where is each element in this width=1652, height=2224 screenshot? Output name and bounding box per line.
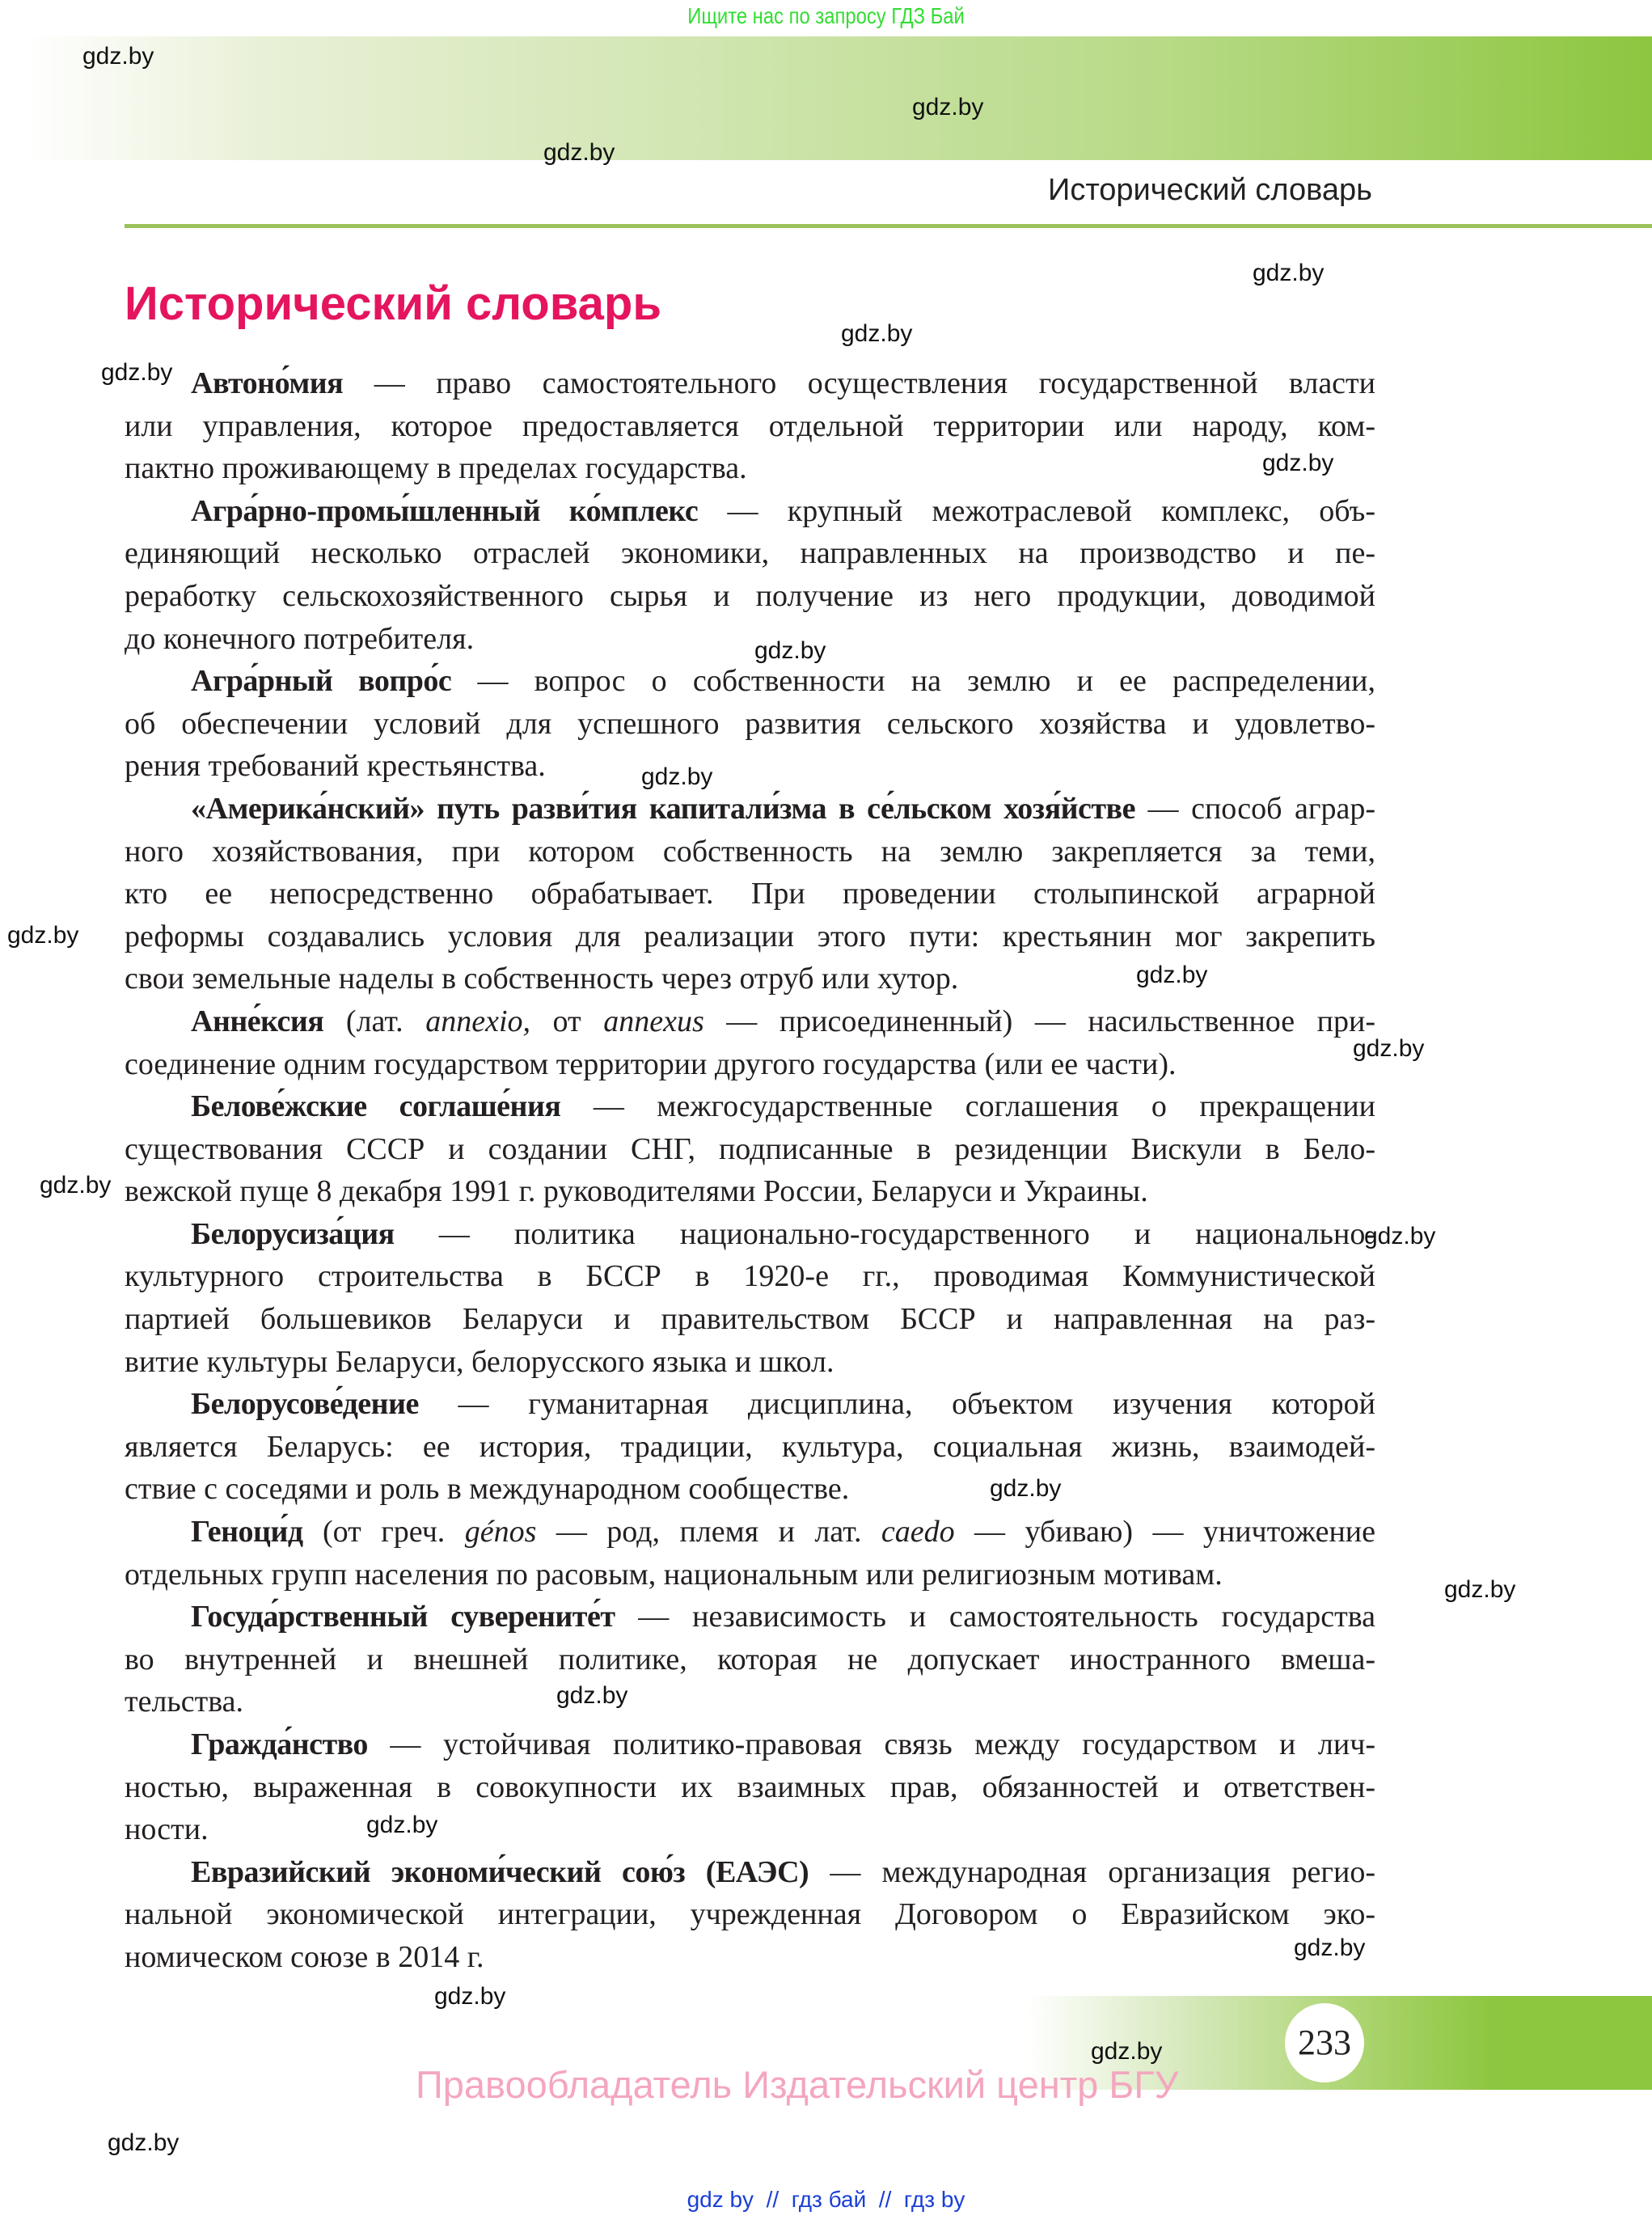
definition-text: — устойчивая политико-правовая связь между государством и лич- <box>367 1727 1375 1761</box>
definition-text: свои земельные наделы в собственность через отруб или хутор. <box>125 962 959 996</box>
text-line <box>125 1893 1375 1936</box>
definition-text: тельства. <box>125 1685 244 1719</box>
running-header: Исторический словарь <box>1048 173 1372 207</box>
text-line <box>125 1383 1375 1426</box>
definition-text: — политика национально-государственного и национально- <box>394 1216 1375 1251</box>
foreign-word: annexus <box>603 1004 704 1038</box>
page-number: 233 <box>1285 2003 1364 2082</box>
glossary-entry <box>125 362 1375 490</box>
glossary-entry <box>125 1085 1375 1213</box>
glossary-entry <box>125 1213 1375 1383</box>
page-title: Исторический словарь <box>125 277 661 330</box>
text-line <box>125 490 1375 533</box>
glossary-entry <box>125 490 1375 660</box>
watermark-text: gdz.by <box>1444 1576 1516 1603</box>
watermark-text: gdz.by <box>82 43 154 70</box>
glossary-term: Белове́жские соглаше́ния <box>191 1089 561 1124</box>
text-line <box>125 575 1375 618</box>
text-line <box>125 1468 1375 1511</box>
watermark-text: gdz.by <box>556 1682 628 1709</box>
text-line <box>125 1255 1375 1298</box>
definition-text: реработку сельскохозяйственного сырья и получение из него продукции, доводимой <box>125 578 1375 613</box>
glossary-term: Геноци́д <box>191 1515 303 1550</box>
definition-text: номическом союзе в 2014 г. <box>125 1939 484 1974</box>
glossary-entry <box>125 1383 1375 1511</box>
text-line <box>125 1000 1375 1043</box>
definition-text: партией большевиков Беларуси и правительством БССР и направленная на раз- <box>125 1302 1375 1337</box>
text-line <box>125 1681 1375 1723</box>
glossary-term: Автоно́мия <box>191 366 344 400</box>
text-line <box>125 362 1375 405</box>
glossary-term: Гражда́нство <box>191 1727 368 1761</box>
watermark-text: gdz.by <box>101 359 173 386</box>
watermark-text: gdz.by <box>1253 260 1325 286</box>
text-line <box>125 1851 1375 1894</box>
header-band <box>24 36 1652 160</box>
definition-text: культурного строительства в БССР в 1920-е гг., проводимая Коммунистической <box>125 1259 1375 1294</box>
watermark-text: gdz.by <box>366 1812 438 1838</box>
definition-text: соединение одним государством территории другого государства (или ее части). <box>125 1046 1177 1081</box>
definition-text: — право самостоятельного осуществления государственной власти <box>343 366 1375 400</box>
definition-text: — крупный межотраслевой комплекс, объ- <box>698 493 1375 528</box>
glossary-term: Госуда́рственный суверените́т <box>191 1600 615 1634</box>
definition-text: — присоединенный) — насильственное при- <box>703 1004 1375 1038</box>
text-line <box>125 1766 1375 1809</box>
definition-text: ствие с соседями и роль в международном сообществе. <box>125 1472 850 1507</box>
watermark-text: gdz.by <box>1353 1035 1425 1062</box>
definition-text: до конечного потребителя. <box>125 621 475 656</box>
glossary-term: Евразийский экономи́ческий сою́з (ЕАЭС) <box>191 1854 809 1889</box>
definition-text: реформы создавались условия для реализации этого пути: крестьянин мог закрепить <box>125 919 1375 953</box>
text-line <box>125 788 1375 831</box>
text-line <box>125 660 1375 703</box>
text-line <box>125 831 1375 873</box>
definition-text: рения требований крестьянства. <box>125 749 546 784</box>
header-divider <box>125 224 1652 228</box>
definition-text: — убиваю) — уничтожение <box>954 1515 1375 1550</box>
definition-text: — межгосударственные соглашения о прекращении <box>560 1089 1375 1124</box>
text-line <box>125 1298 1375 1341</box>
definition-text: от <box>530 1004 604 1038</box>
definition-text: ного хозяйствования, при котором собственность на землю закрепляется за теми, <box>125 834 1375 869</box>
glossary-entry <box>125 1851 1375 1979</box>
glossary-entry <box>125 660 1375 788</box>
definition-text: вежской пуще 8 декабря 1991 г. руководителями России, Беларуси и Украины. <box>125 1174 1148 1209</box>
foreign-word: caedo <box>881 1515 955 1550</box>
glossary-entry <box>125 1000 1375 1085</box>
definition-text: об обеспечении условий для успешного развития сельского хозяйства и удовлетво- <box>125 706 1375 741</box>
text-line <box>125 618 1375 661</box>
definition-text: ностью, выраженная в совокупности их взаимных прав, обязанностей и ответствен- <box>125 1769 1375 1804</box>
glossary-term: Анне́ксия <box>191 1004 324 1038</box>
text-line <box>125 873 1375 915</box>
text-line <box>125 532 1375 575</box>
watermark-text: gdz.by <box>40 1172 112 1199</box>
glossary-entry <box>125 1511 1375 1596</box>
text-line <box>125 1638 1375 1681</box>
definition-text: нальной экономической интеграции, учрежденная Договором о Евразийском эко- <box>125 1897 1375 1932</box>
definition-text: витие культуры Беларуси, белорусского языка и школ. <box>125 1344 834 1379</box>
foreign-word: annexio, <box>425 1004 531 1038</box>
text-line <box>125 1596 1375 1638</box>
text-line <box>125 1554 1375 1596</box>
glossary-entry <box>125 1596 1375 1723</box>
definition-text: ности. <box>125 1812 209 1847</box>
glossary-term: Агра́рно-промы́шленный ко́мплекс <box>191 493 699 528</box>
text-line <box>125 1170 1375 1213</box>
text-line <box>125 1213 1375 1256</box>
watermark-text: gdz.by <box>990 1475 1062 1502</box>
glossary-entry <box>125 1723 1375 1851</box>
watermark-text: gdz.by <box>1294 1934 1366 1961</box>
definition-text: или управления, которое предоставляется отдельной территории или народу, ком- <box>125 408 1375 443</box>
definition-text: — независимость и самостоятельность государства <box>615 1600 1375 1634</box>
definition-text: кто ее непосредственно обрабатывает. При проведении столыпинской аграрной <box>125 877 1375 911</box>
definition-text: — гуманитарная дисциплина, объектом изучения которой <box>418 1387 1375 1422</box>
watermark-text: gdz.by <box>1262 450 1334 476</box>
definition-text: (от греч. <box>302 1515 465 1550</box>
definition-text: — вопрос о собственности на землю и ее распределении, <box>451 664 1375 699</box>
watermark-text: gdz.by <box>912 94 984 121</box>
text-line <box>125 745 1375 788</box>
text-line <box>125 1426 1375 1469</box>
text-line <box>125 1723 1375 1766</box>
text-line <box>125 915 1375 958</box>
text-line <box>125 1511 1375 1554</box>
definition-text: пактно проживающему в пределах государства. <box>125 451 747 486</box>
definition-text: является Беларусь: ее история, традиции, культура, социальная жизнь, взаимодей- <box>125 1429 1375 1464</box>
definition-text: во внутренней и внешней политике, которая не допускает иностранного вмеша- <box>125 1642 1375 1676</box>
watermark-text: gdz.by <box>841 320 913 347</box>
bottom-links[interactable]: gdz by // гдз бай // гдз by <box>687 2187 965 2212</box>
watermark-text: gdz.by <box>543 139 615 166</box>
watermark-text: gdz.by <box>434 1983 506 2010</box>
definition-text: — международная организация регио- <box>809 1854 1376 1889</box>
watermark-text: gdz.by <box>1136 962 1208 988</box>
watermark-text: gdz.by <box>1091 2038 1163 2065</box>
text-line <box>125 703 1375 746</box>
definition-text: единяющий несколько отраслей экономики, направленных на производство и пе- <box>125 536 1375 571</box>
text-line <box>125 1341 1375 1384</box>
watermark-text: gdz.by <box>7 922 79 949</box>
glossary-term: Белорусиза́ция <box>191 1216 395 1251</box>
definition-text: существования СССР и создании СНГ, подписанные в резиденции Вискули в Бело- <box>125 1131 1375 1166</box>
glossary-body <box>125 362 1375 1979</box>
watermark-text: gdz.by <box>1364 1223 1436 1249</box>
text-line <box>125 1085 1375 1128</box>
watermark-text: gdz.by <box>754 637 826 664</box>
text-line <box>125 1936 1375 1979</box>
definition-text: отдельных групп населения по расовым, национальным или религиозным мотивам. <box>125 1557 1223 1592</box>
glossary-term: Агра́рный вопро́с <box>191 664 452 699</box>
foreign-word: génos <box>464 1515 537 1550</box>
copyright-notice: Правообладатель Издательский центр БГУ <box>416 2063 1179 2106</box>
watermark-text: gdz.by <box>108 2129 180 2156</box>
text-line <box>125 1043 1375 1086</box>
search-hint-banner: Ищите нас по запросу ГДЗ Бай <box>687 3 965 28</box>
watermark-text: gdz.by <box>641 763 713 790</box>
text-line <box>125 447 1375 490</box>
definition-text: (лат. <box>323 1004 426 1038</box>
text-line <box>125 405 1375 448</box>
text-line <box>125 1808 1375 1851</box>
glossary-term: Белорусове́дение <box>191 1387 419 1422</box>
text-line <box>125 1128 1375 1171</box>
glossary-term: «Америка́нский» путь разви́тия капитали́зма в се́льском хозя́йстве <box>191 791 1135 826</box>
definition-text: — способ аграр- <box>1134 791 1375 826</box>
definition-text: — род, племя и лат. <box>536 1515 881 1550</box>
